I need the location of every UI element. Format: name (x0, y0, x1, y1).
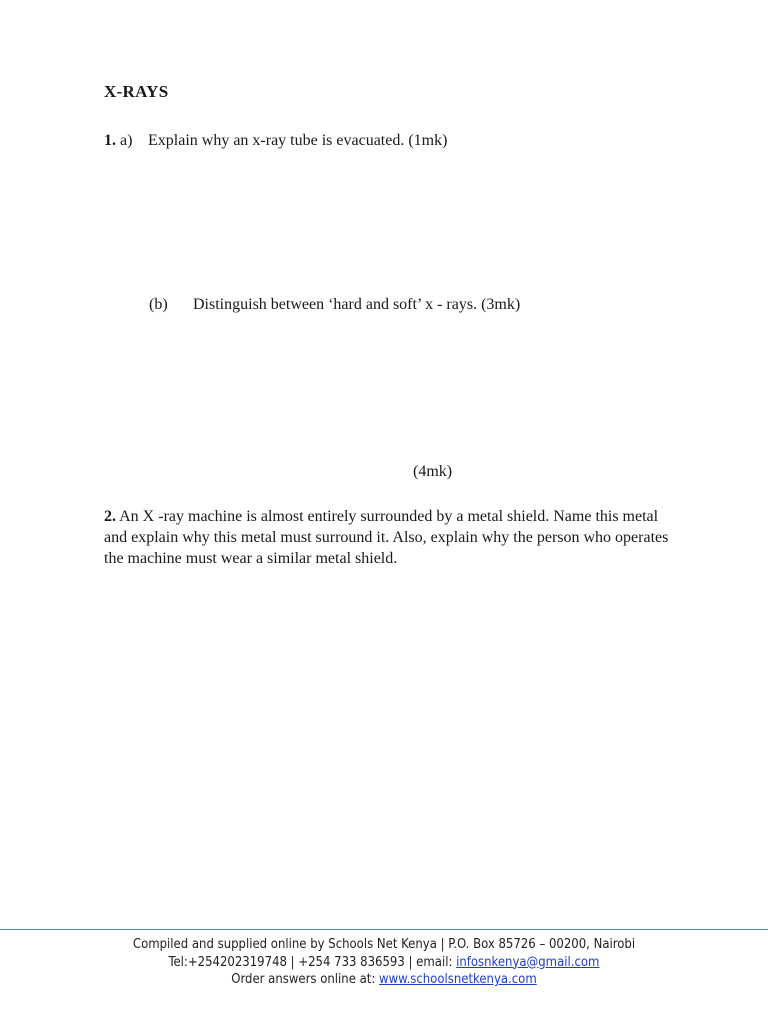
question-1a-text: Explain why an x-ray tube is evacuated. (1mk) (148, 132, 448, 149)
question-2-number: 2. (104, 508, 116, 525)
question-1b-text: Distinguish between ‘hard and soft’ x - rays. (3mk) (193, 296, 521, 313)
footer-order-text: Order answers online at: (231, 972, 380, 987)
document-title: X-RAYS (104, 82, 169, 101)
footer-line-1: Compiled and supplied online by Schools Net Kenya | P.O. Box 85726 – 00200, Nairobi (132, 937, 636, 952)
question-1-extra-marks: (4mk) (413, 463, 453, 480)
footer (0, 936, 768, 989)
question-1-part-b (149, 296, 521, 314)
footer-website-link[interactable]: www.schoolsnetkenya.com (379, 972, 537, 987)
question-1b-label: (b) (149, 296, 168, 313)
question-1-part-a (104, 132, 448, 150)
question-2 (104, 506, 669, 569)
question-2-text: An X -ray machine is almost entirely surrounded by a metal shield. Name this metal and explain why this metal must surround it. Also, explain why the person who operates the machine must wear a similar metal shield. (104, 508, 669, 567)
footer-line-3 (0, 971, 768, 989)
footer-line-2 (0, 954, 768, 972)
question-1-number: 1. (104, 132, 116, 149)
footer-divider (0, 929, 768, 930)
footer-email-link[interactable]: infosnkenya@gmail.com (456, 954, 600, 970)
question-1a-label: a) (120, 132, 133, 149)
footer-contact-text: Tel:+254202319748 | +254 733 836593 | email: (168, 954, 457, 970)
